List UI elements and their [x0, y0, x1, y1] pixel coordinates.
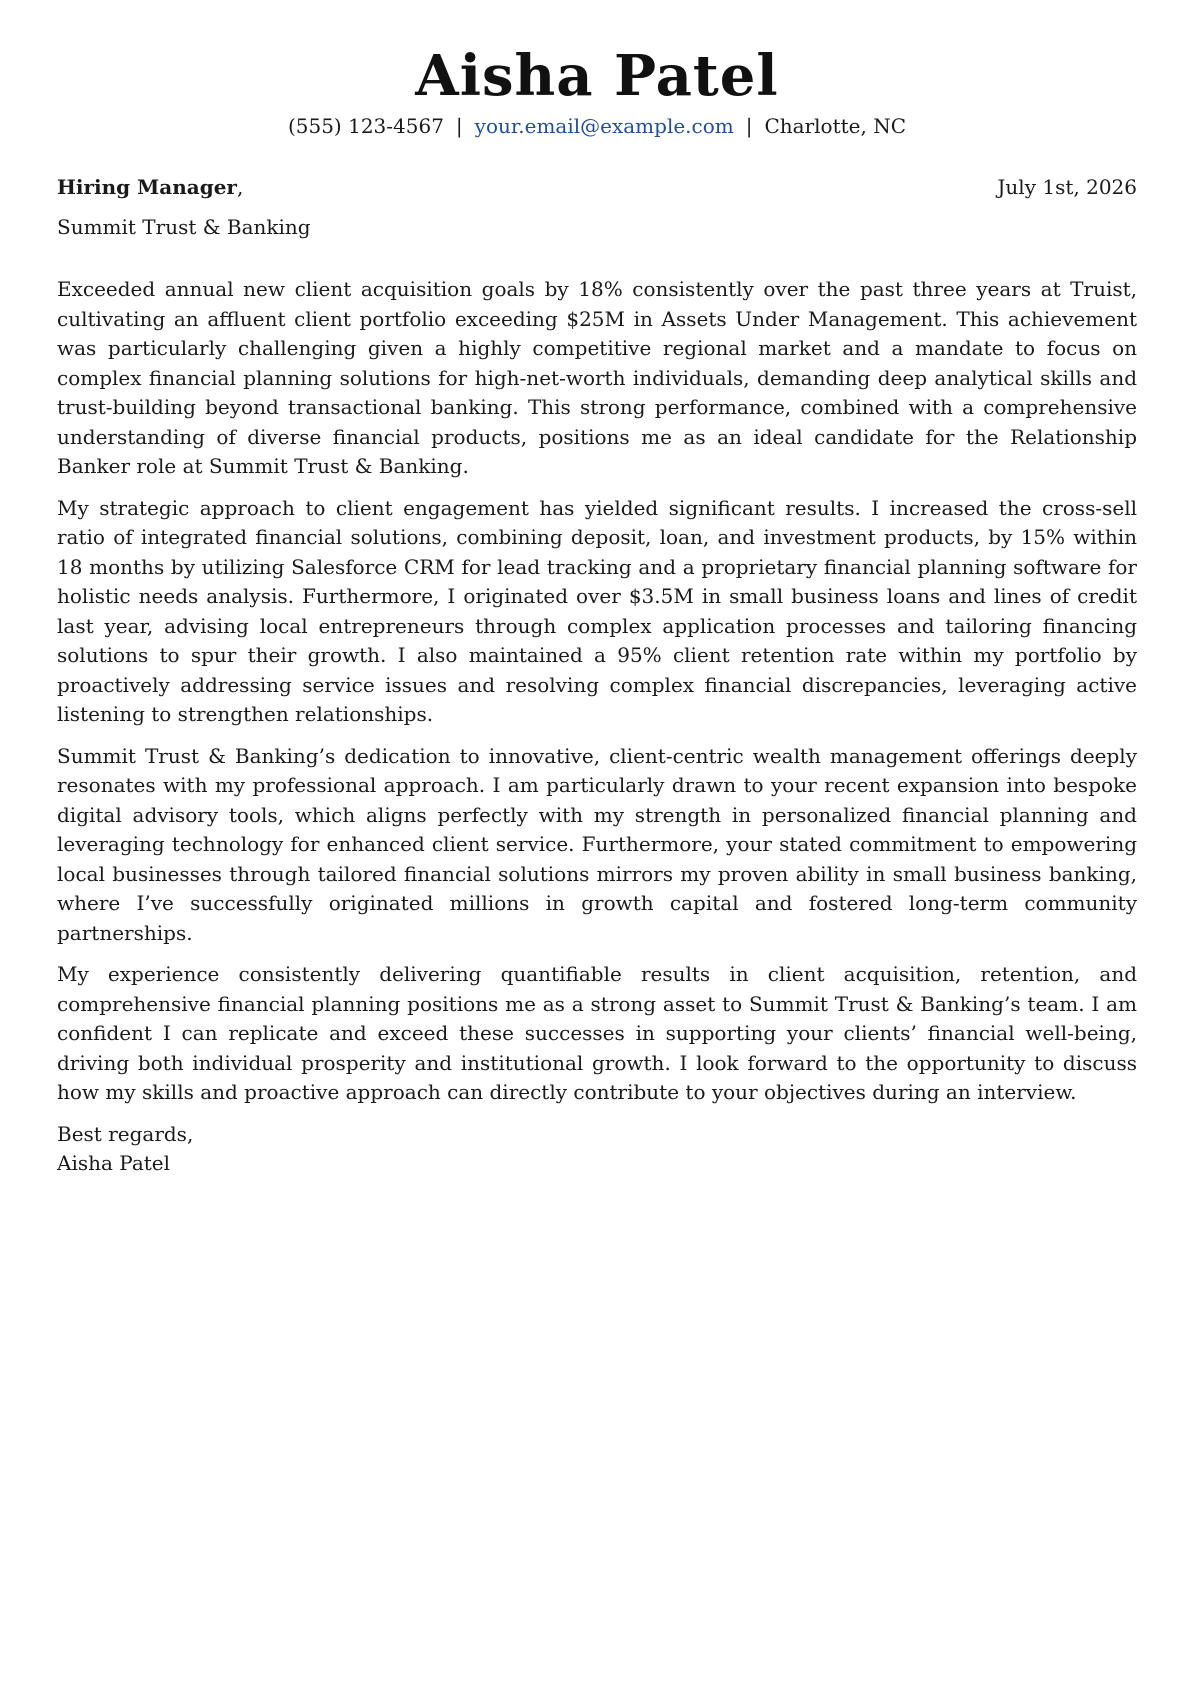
recipient-suffix: ,	[236, 175, 244, 199]
letter-date: July 1st, 2026	[997, 175, 1137, 199]
applicant-name: Aisha Patel	[415, 43, 779, 109]
phone-number: (555) 123-4567	[287, 114, 444, 138]
closing-signature: Aisha Patel	[57, 1151, 171, 1175]
body-paragraph: My experience consistently delivering quantifiable results in client acquisition, retention, and comprehensive financial planning positions me as a strong asset to Summit Trust & Banking’s team. I am confident I can replicate and exceed these successes in supporting your clients’ financial well-being, driving both individual prosperity and institutional growth. I look forward to the opportunity to discuss how my skills and proactive approach can directly contribute to your objectives during an interview.	[57, 962, 1137, 1104]
recipient-date-row	[57, 173, 1137, 201]
email-link[interactable]: your.email@example.com	[474, 114, 734, 138]
letter-body	[57, 275, 1137, 1108]
contact-separator: |	[455, 114, 463, 138]
cover-letter-page	[57, 0, 1137, 1179]
recipient-name: Hiring Manager	[57, 175, 237, 199]
recipient-company: Summit Trust & Banking	[57, 215, 311, 239]
recipient-greeting	[57, 173, 243, 201]
body-paragraph: Exceeded annual new client acquisition goals by 18% consistently over the past three years at Truist, cultivating an affluent client portfolio exceeding $25M in Assets Under Management. This achievement was particularly challenging given a highly competitive regional market and a mandate to focus on complex financial planning solutions for high-net-worth individuals, demanding deep analytical skills and trust-building beyond transactional banking. This strong performance, combined with a comprehensive understanding of diverse financial products, positions me as an ideal candidate for the Relationship Banker role at Summit Trust & Banking.	[57, 277, 1137, 478]
closing-salutation: Best regards,	[57, 1121, 194, 1146]
contact-line	[57, 112, 1137, 140]
letter-header	[57, 0, 1137, 140]
body-paragraph: My strategic approach to client engagement has yielded significant results. I increased the cross-sell ratio of integrated financial solutions, combining deposit, loan, and investment products, by 15% within 18 months by utilizing Salesforce CRM for lead tracking and a proprietary financial planning software for holistic needs analysis. Furthermore, I originated over $3.5M in small business loans and lines of credit last year, advising local entrepreneurs through complex application processes and tailoring financing solutions to spur their growth. I also maintained a 95% client retention rate within my portfolio by proactively addressing service issues and resolving complex financial discrepancies, leveraging active listening to strengthen relationships.	[57, 495, 1137, 726]
contact-separator: |	[745, 114, 753, 138]
body-paragraph: Summit Trust & Banking’s dedication to innovative, client-centric wealth management offerings deeply resonates with my professional approach. I am particularly drawn to your recent expansion into bespoke digital advisory tools, which aligns perfectly with my strength in personalized financial planning and leveraging technology for enhanced client service. Furthermore, your stated commitment to empowering local businesses through tailored financial solutions mirrors my proven ability in small business banking, where I’ve successfully originated millions in growth capital and fostered long-term community partnerships.	[57, 743, 1137, 945]
location: Charlotte, NC	[764, 114, 907, 138]
letter-closing	[57, 1120, 1137, 1179]
